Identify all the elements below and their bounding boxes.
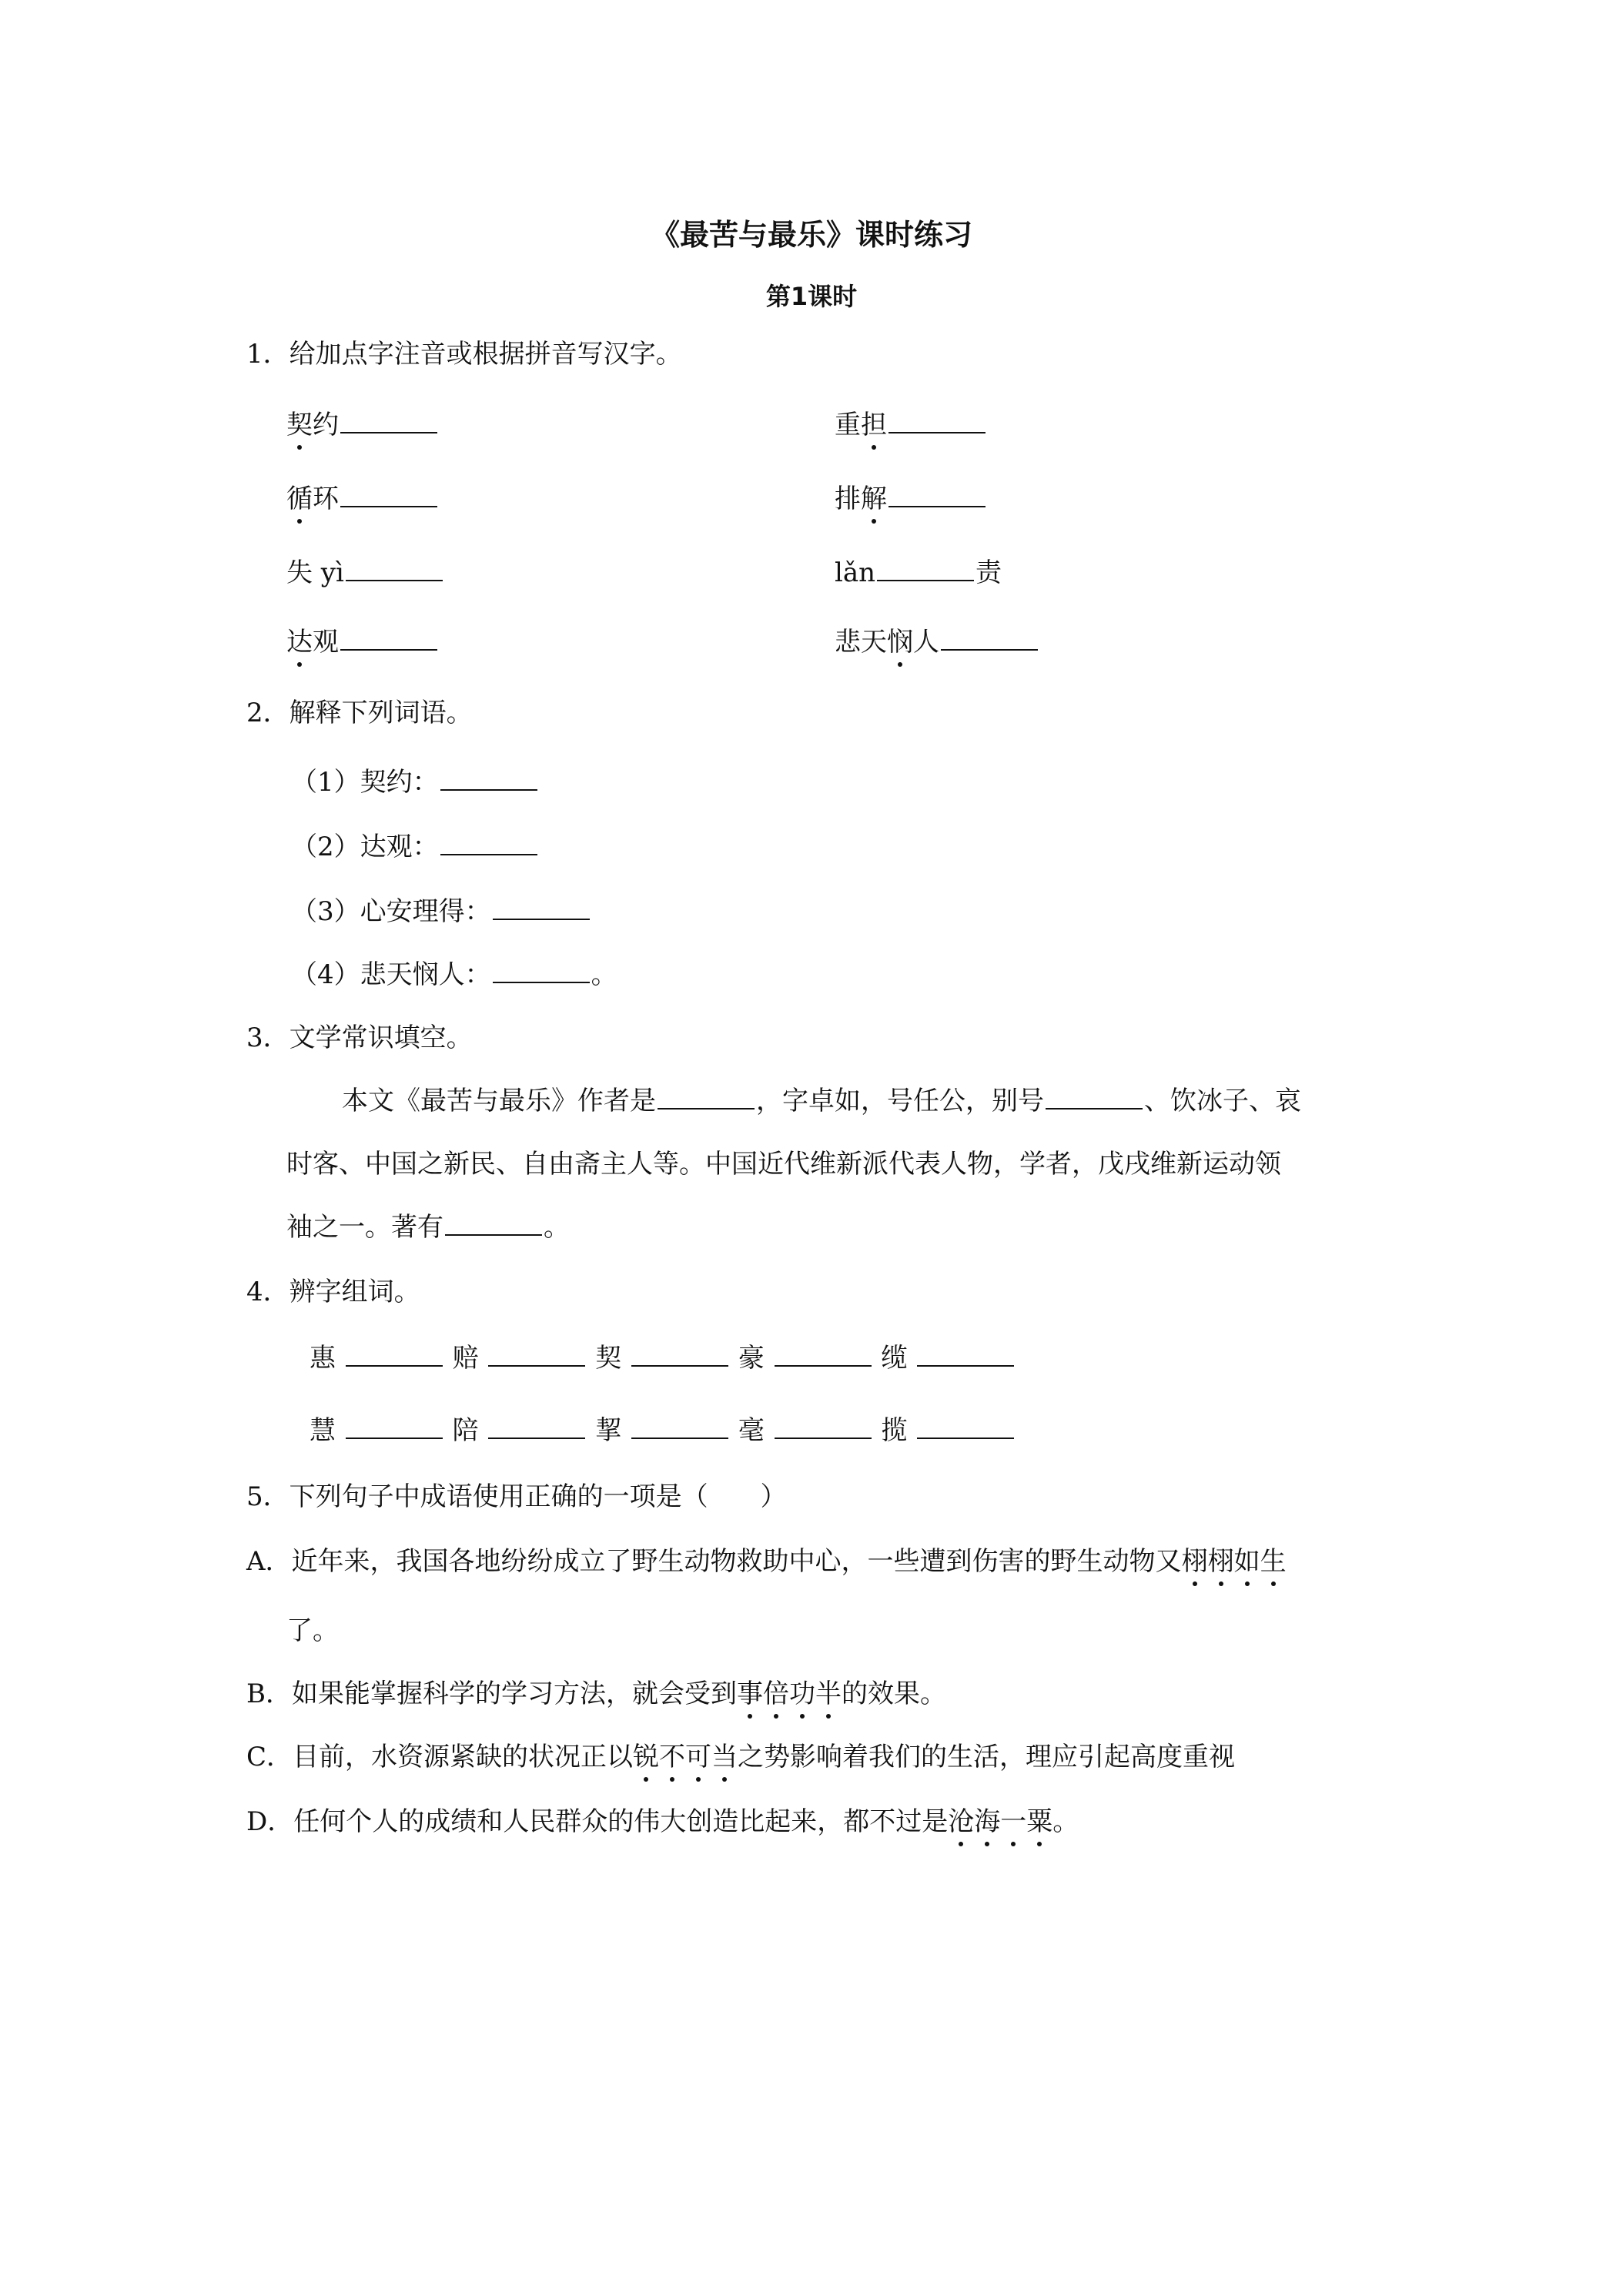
dotted-char: 半 — [815, 1678, 842, 1709]
dotted-char: 锐 — [633, 1742, 660, 1772]
answer-blank[interactable] — [888, 409, 986, 433]
q1-item-5: 失 yì — [286, 556, 444, 590]
q1-item-3: 循环 — [286, 482, 439, 516]
answer-blank[interactable] — [488, 1342, 585, 1367]
answer-blank[interactable] — [346, 557, 443, 581]
dotted-char: 契 — [286, 410, 313, 440]
q2-item-2: （2）达观： — [291, 830, 539, 864]
answer-blank[interactable] — [917, 1414, 1014, 1439]
q2-item-1: （1）契约： — [291, 765, 539, 799]
dotted-char: 解 — [861, 484, 887, 514]
dotted-char: 海 — [974, 1806, 1001, 1837]
q3-line-3: 袖之一。著有 。 — [286, 1212, 570, 1243]
dotted-idiom — [1182, 1546, 1287, 1577]
q5-option-d: D．任何个人的成绩和人民群众的伟大创造比起来，都不过是沧海一粟。 — [246, 1806, 1079, 1837]
answer-blank[interactable] — [775, 1414, 872, 1439]
q1-item-8: 悲天悯人 — [835, 625, 1039, 659]
answer-blank[interactable] — [346, 1342, 443, 1367]
answer-blank[interactable] — [340, 626, 437, 651]
dotted-char: 如 — [1233, 1546, 1260, 1577]
q2-stem: 2．解释下列词语。 — [246, 698, 473, 728]
dotted-char: 不 — [659, 1742, 686, 1772]
q5-option-c: C．目前，水资源紧缺的状况正以锐不可当之势影响着我们的生活，理应引起高度重视 — [246, 1742, 1236, 1772]
q1-item-6: lǎn 责 — [835, 557, 1002, 588]
dotted-char: 倍 — [762, 1678, 789, 1709]
dotted-idiom — [948, 1806, 1052, 1837]
dotted-char: 担 — [861, 410, 887, 440]
answer-blank[interactable] — [658, 1085, 755, 1110]
dotted-char: 栩 — [1207, 1546, 1234, 1577]
dotted-char: 生 — [1260, 1546, 1287, 1577]
answer-blank[interactable] — [917, 1342, 1014, 1367]
answer-blank[interactable] — [488, 1414, 585, 1439]
q1-item-1: 契约 — [286, 408, 439, 442]
q1-item-4: 排解 — [835, 482, 987, 516]
q3-line-2: 时客、中国之新民、自由斋主人等。中国近代维新派代表人物，学者，戊戌维新运动领 — [286, 1149, 1281, 1180]
q4-row-2: 慧 陪 挈 毫 揽 — [310, 1414, 1016, 1448]
answer-blank[interactable] — [631, 1342, 728, 1367]
answer-blank[interactable] — [631, 1414, 728, 1439]
q2-item-3: （3）心安理得： — [291, 895, 591, 929]
answer-blank[interactable] — [445, 1211, 542, 1236]
dotted-char: 沧 — [948, 1806, 975, 1837]
dotted-idiom — [633, 1742, 738, 1772]
q3-line-1: 本文《最苦与最乐》作者是 ，字卓如，号任公，别号 、饮冰子、哀 — [342, 1086, 1301, 1116]
dotted-char: 当 — [711, 1742, 738, 1772]
q5-option-b: B．如果能掌握科学的学习方法，就会受到事倍功半的效果。 — [246, 1678, 946, 1709]
dotted-char: 事 — [736, 1678, 763, 1709]
dotted-char: 可 — [685, 1742, 712, 1772]
q2-item-4: （4）悲天悯人： 。 — [291, 959, 617, 990]
q5-option-a: A．近年来，我国各地纷纷成立了野生动物救助中心，一些遭到伤害的野生动物又栩栩如生 — [246, 1546, 1287, 1577]
answer-blank[interactable] — [941, 626, 1038, 651]
q4-stem: 4．辨字组词。 — [246, 1277, 420, 1307]
page-subtitle: 第1课时 — [765, 282, 858, 311]
dotted-char: 功 — [788, 1678, 815, 1709]
answer-blank[interactable] — [440, 831, 537, 855]
answer-blank[interactable] — [775, 1342, 872, 1367]
dotted-char: 悯 — [887, 627, 913, 658]
answer-blank[interactable] — [340, 483, 437, 507]
answer-blank[interactable] — [877, 557, 974, 581]
dotted-char: 循 — [286, 484, 313, 514]
answer-blank[interactable] — [493, 895, 590, 920]
q1-stem: 1．给加点字注音或根据拼音写汉字。 — [246, 339, 682, 370]
answer-blank[interactable] — [888, 483, 986, 507]
answer-blank[interactable] — [440, 766, 537, 791]
answer-blank[interactable] — [1046, 1085, 1143, 1110]
dotted-char: 达 — [286, 627, 313, 658]
page-title: 《最苦与最乐》课时练习 — [650, 218, 972, 252]
dotted-char: 一 — [1000, 1806, 1027, 1837]
q5-stem: 5．下列句子中成语使用正确的一项是（ ） — [246, 1481, 787, 1512]
q3-stem: 3．文学常识填空。 — [246, 1022, 473, 1053]
dotted-char: 粟 — [1026, 1806, 1053, 1837]
answer-blank[interactable] — [346, 1414, 443, 1439]
q4-row-1: 惠 赔 契 豪 缆 — [310, 1341, 1016, 1375]
q1-item-7: 达观 — [286, 625, 439, 659]
dotted-idiom — [737, 1678, 842, 1709]
q1-item-2: 重担 — [835, 408, 987, 442]
answer-blank[interactable] — [493, 959, 590, 983]
dotted-char: 栩 — [1181, 1546, 1208, 1577]
answer-blank[interactable] — [340, 409, 437, 433]
q5-option-a-cont: 了。 — [286, 1615, 339, 1646]
